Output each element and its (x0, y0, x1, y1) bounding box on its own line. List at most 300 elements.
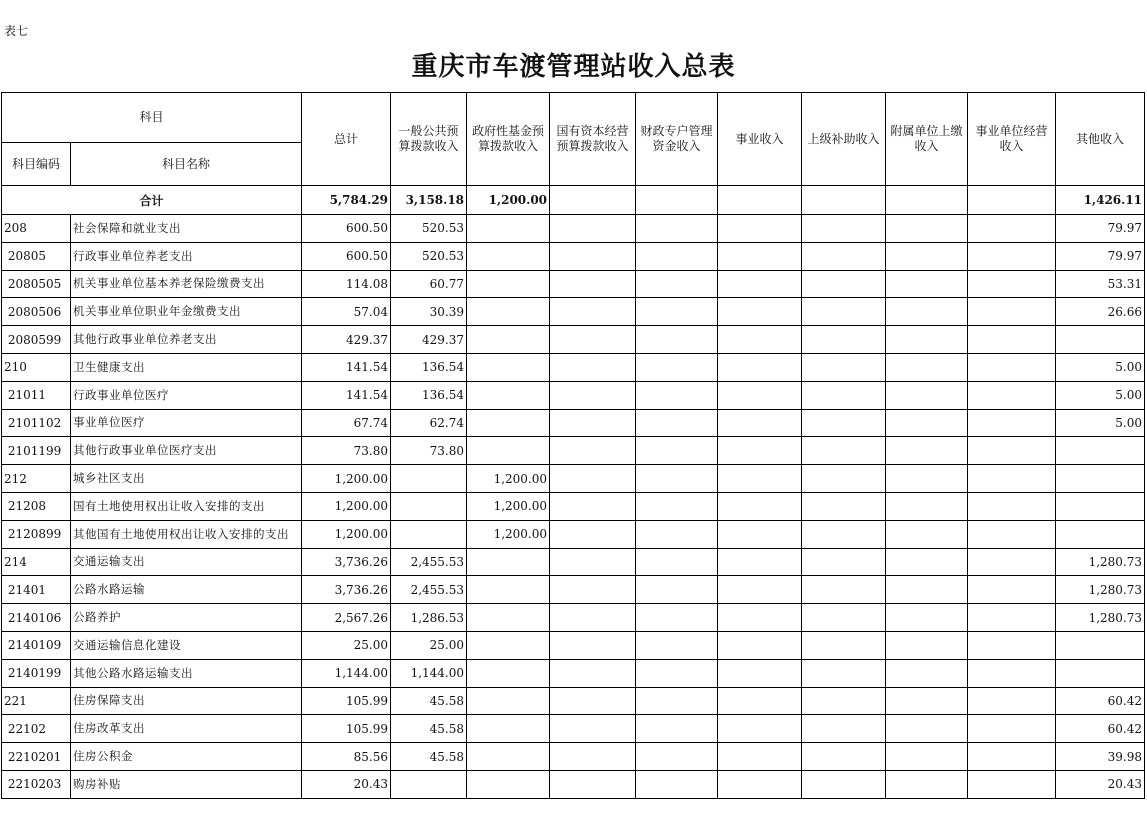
amount-cell: 1,200.00 (302, 465, 391, 493)
amount-cell: 60.77 (391, 270, 467, 298)
total-cell (550, 186, 636, 215)
subject-code-cell: 2101102 (2, 409, 71, 437)
amount-cell (802, 437, 886, 465)
amount-cell (550, 270, 636, 298)
amount-cell (968, 381, 1056, 409)
amount-cell: 79.97 (1056, 215, 1145, 243)
amount-cell (718, 631, 802, 659)
table-row (2, 520, 1145, 548)
amount-cell: 45.58 (391, 743, 467, 771)
amount-cell (550, 215, 636, 243)
amount-cell (550, 687, 636, 715)
subject-code-cell: 20805 (2, 242, 71, 270)
amount-cell: 79.97 (1056, 242, 1145, 270)
amount-cell (467, 659, 550, 687)
total-cell (636, 186, 718, 215)
subject-code-cell: 214 (2, 548, 71, 576)
table-row (2, 381, 1145, 409)
amount-cell: 1,200.00 (467, 465, 550, 493)
table-row (2, 687, 1145, 715)
amount-cell: 25.00 (302, 631, 391, 659)
total-cell (968, 186, 1056, 215)
amount-cell: 520.53 (391, 215, 467, 243)
amount-cell: 2,567.26 (302, 604, 391, 632)
total-cell: 3,158.18 (391, 186, 467, 215)
amount-cell (550, 353, 636, 381)
total-label: 合计 (2, 186, 302, 215)
amount-cell (636, 631, 718, 659)
amount-cell (550, 465, 636, 493)
table-row (2, 353, 1145, 381)
amount-cell: 20.43 (1056, 770, 1145, 798)
amount-cell (718, 270, 802, 298)
subject-name-cell: 卫生健康支出 (71, 353, 302, 381)
amount-cell: 45.58 (391, 687, 467, 715)
amount-cell (968, 215, 1056, 243)
amount-cell (636, 353, 718, 381)
amount-cell: 141.54 (302, 353, 391, 381)
amount-cell (718, 687, 802, 715)
amount-cell: 5.00 (1056, 409, 1145, 437)
amount-cell (886, 520, 968, 548)
amount-cell (718, 409, 802, 437)
amount-cell (391, 492, 467, 520)
amount-cell (718, 492, 802, 520)
amount-cell: 5.00 (1056, 353, 1145, 381)
header-col-state-capital: 国有资本经营预算拨款收入 (550, 93, 636, 186)
total-cell: 5,784.29 (302, 186, 391, 215)
amount-cell (886, 492, 968, 520)
amount-cell (1056, 659, 1145, 687)
table-row (2, 743, 1145, 771)
subject-name-cell: 交通运输信息化建设 (71, 631, 302, 659)
amount-cell (886, 687, 968, 715)
header-subject: 科目 (2, 93, 302, 143)
amount-cell: 114.08 (302, 270, 391, 298)
amount-cell (886, 353, 968, 381)
amount-cell (802, 548, 886, 576)
subject-name-cell: 住房改革支出 (71, 715, 302, 743)
amount-cell (391, 465, 467, 493)
amount-cell (636, 715, 718, 743)
header-col-superior-subsidy: 上级补助收入 (802, 93, 886, 186)
amount-cell (636, 743, 718, 771)
amount-cell (1056, 465, 1145, 493)
amount-cell: 600.50 (302, 215, 391, 243)
amount-cell (636, 520, 718, 548)
amount-cell (467, 437, 550, 465)
amount-cell: 2,455.53 (391, 576, 467, 604)
amount-cell (968, 576, 1056, 604)
amount-cell (886, 465, 968, 493)
amount-cell: 1,200.00 (302, 492, 391, 520)
amount-cell (391, 770, 467, 798)
table-row (2, 270, 1145, 298)
amount-cell (886, 770, 968, 798)
amount-cell: 136.54 (391, 381, 467, 409)
amount-cell (886, 659, 968, 687)
amount-cell (550, 381, 636, 409)
amount-cell: 105.99 (302, 687, 391, 715)
amount-cell (886, 576, 968, 604)
amount-cell: 429.37 (302, 326, 391, 354)
amount-cell (718, 715, 802, 743)
amount-cell (802, 520, 886, 548)
total-row (2, 186, 1145, 215)
amount-cell (467, 326, 550, 354)
amount-cell (718, 215, 802, 243)
amount-cell: 73.80 (391, 437, 467, 465)
header-col-government-fund: 政府性基金预算拨款收入 (467, 93, 550, 186)
amount-cell (636, 298, 718, 326)
total-cell (802, 186, 886, 215)
amount-cell (636, 381, 718, 409)
amount-cell (718, 520, 802, 548)
amount-cell (467, 715, 550, 743)
amount-cell (636, 576, 718, 604)
table-row (2, 576, 1145, 604)
amount-cell (718, 353, 802, 381)
amount-cell: 1,280.73 (1056, 548, 1145, 576)
amount-cell (550, 659, 636, 687)
amount-cell (467, 242, 550, 270)
subject-code-cell: 2140199 (2, 659, 71, 687)
table-row (2, 715, 1145, 743)
amount-cell (968, 659, 1056, 687)
amount-cell: 73.80 (302, 437, 391, 465)
amount-cell: 25.00 (391, 631, 467, 659)
amount-cell (802, 242, 886, 270)
amount-cell (550, 326, 636, 354)
amount-cell (802, 715, 886, 743)
amount-cell (467, 576, 550, 604)
amount-cell (467, 548, 550, 576)
subject-code-cell: 2120899 (2, 520, 71, 548)
amount-cell (1056, 326, 1145, 354)
amount-cell (718, 548, 802, 576)
amount-cell (550, 298, 636, 326)
amount-cell: 30.39 (391, 298, 467, 326)
amount-cell: 45.58 (391, 715, 467, 743)
amount-cell (1056, 520, 1145, 548)
header-col-total: 总计 (302, 93, 391, 186)
subject-code-cell: 21401 (2, 576, 71, 604)
amount-cell (550, 548, 636, 576)
subject-name-cell: 其他国有土地使用权出让收入安排的支出 (71, 520, 302, 548)
amount-cell (636, 437, 718, 465)
amount-cell: 520.53 (391, 242, 467, 270)
amount-cell (802, 298, 886, 326)
amount-cell (467, 298, 550, 326)
amount-cell (718, 770, 802, 798)
amount-cell (802, 409, 886, 437)
amount-cell: 2,455.53 (391, 548, 467, 576)
amount-cell (886, 715, 968, 743)
amount-cell: 1,280.73 (1056, 576, 1145, 604)
header-subject-code: 科目编码 (2, 143, 71, 186)
amount-cell (968, 631, 1056, 659)
amount-cell (550, 409, 636, 437)
amount-cell (467, 743, 550, 771)
amount-cell (802, 604, 886, 632)
amount-cell (550, 770, 636, 798)
amount-cell (467, 409, 550, 437)
amount-cell (636, 687, 718, 715)
amount-cell (968, 520, 1056, 548)
amount-cell (802, 687, 886, 715)
amount-cell (968, 604, 1056, 632)
amount-cell (968, 353, 1056, 381)
amount-cell (802, 270, 886, 298)
amount-cell (802, 743, 886, 771)
amount-cell (467, 604, 550, 632)
amount-cell (886, 381, 968, 409)
subject-code-cell: 212 (2, 465, 71, 493)
amount-cell (718, 381, 802, 409)
amount-cell: 1,144.00 (391, 659, 467, 687)
amount-cell (802, 215, 886, 243)
amount-cell (886, 270, 968, 298)
amount-cell (636, 492, 718, 520)
amount-cell: 136.54 (391, 353, 467, 381)
subject-name-cell: 公路水路运输 (71, 576, 302, 604)
subject-code-cell: 221 (2, 687, 71, 715)
amount-cell (391, 520, 467, 548)
amount-cell (968, 770, 1056, 798)
subject-code-cell: 2101199 (2, 437, 71, 465)
amount-cell (550, 242, 636, 270)
amount-cell: 105.99 (302, 715, 391, 743)
subject-name-cell: 其他行政事业单位养老支出 (71, 326, 302, 354)
amount-cell: 39.98 (1056, 743, 1145, 771)
amount-cell (467, 353, 550, 381)
amount-cell (968, 687, 1056, 715)
header-col-business-income: 事业收入 (718, 93, 802, 186)
subject-code-cell: 2080599 (2, 326, 71, 354)
subject-name-cell: 其他公路水路运输支出 (71, 659, 302, 687)
amount-cell (886, 548, 968, 576)
amount-cell (886, 326, 968, 354)
amount-cell (718, 659, 802, 687)
table-row (2, 659, 1145, 687)
total-cell: 1,200.00 (467, 186, 550, 215)
subject-code-cell: 2210203 (2, 770, 71, 798)
header-col-affiliated-units: 附属单位上缴收入 (886, 93, 968, 186)
amount-cell (886, 743, 968, 771)
table-row (2, 409, 1145, 437)
amount-cell (636, 270, 718, 298)
amount-cell (467, 381, 550, 409)
amount-cell: 85.56 (302, 743, 391, 771)
amount-cell (550, 631, 636, 659)
amount-cell (886, 242, 968, 270)
amount-cell (802, 770, 886, 798)
subject-code-cell: 2140106 (2, 604, 71, 632)
table-row (2, 492, 1145, 520)
amount-cell: 26.66 (1056, 298, 1145, 326)
amount-cell (802, 465, 886, 493)
subject-code-cell: 21011 (2, 381, 71, 409)
table-row (2, 631, 1145, 659)
amount-cell (718, 242, 802, 270)
header-col-special-account: 财政专户管理资金收入 (636, 93, 718, 186)
total-cell: 1,426.11 (1056, 186, 1145, 215)
amount-cell: 60.42 (1056, 715, 1145, 743)
amount-cell (968, 492, 1056, 520)
amount-cell (968, 326, 1056, 354)
subject-name-cell: 机关事业单位基本养老保险缴费支出 (71, 270, 302, 298)
amount-cell (968, 743, 1056, 771)
amount-cell (636, 326, 718, 354)
amount-cell: 53.31 (1056, 270, 1145, 298)
amount-cell (968, 270, 1056, 298)
amount-cell (636, 770, 718, 798)
amount-cell (467, 687, 550, 715)
amount-cell (886, 604, 968, 632)
subject-name-cell: 住房公积金 (71, 743, 302, 771)
amount-cell (886, 631, 968, 659)
amount-cell (550, 604, 636, 632)
table-row (2, 465, 1145, 493)
subject-name-cell: 行政事业单位医疗 (71, 381, 302, 409)
subject-name-cell: 行政事业单位养老支出 (71, 242, 302, 270)
amount-cell (886, 215, 968, 243)
amount-cell (802, 326, 886, 354)
amount-cell: 5.00 (1056, 381, 1145, 409)
subject-name-cell: 国有土地使用权出让收入安排的支出 (71, 492, 302, 520)
income-summary-table (1, 92, 1145, 799)
amount-cell: 1,200.00 (302, 520, 391, 548)
amount-cell (636, 659, 718, 687)
subject-code-cell: 2210201 (2, 743, 71, 771)
amount-cell (718, 743, 802, 771)
amount-cell (718, 437, 802, 465)
subject-code-cell: 208 (2, 215, 71, 243)
amount-cell: 600.50 (302, 242, 391, 270)
amount-cell (886, 298, 968, 326)
amount-cell (802, 381, 886, 409)
amount-cell: 1,144.00 (302, 659, 391, 687)
amount-cell (467, 215, 550, 243)
amount-cell (636, 465, 718, 493)
amount-cell (1056, 631, 1145, 659)
amount-cell (636, 409, 718, 437)
amount-cell: 1,200.00 (467, 492, 550, 520)
amount-cell (636, 548, 718, 576)
subject-code-cell: 210 (2, 353, 71, 381)
subject-code-cell: 2080506 (2, 298, 71, 326)
amount-cell: 1,280.73 (1056, 604, 1145, 632)
header-col-operating-income: 事业单位经营收入 (968, 93, 1056, 186)
amount-cell (968, 437, 1056, 465)
amount-cell (1056, 492, 1145, 520)
amount-cell (718, 326, 802, 354)
subject-name-cell: 购房补贴 (71, 770, 302, 798)
amount-cell (968, 465, 1056, 493)
amount-cell: 141.54 (302, 381, 391, 409)
amount-cell (968, 242, 1056, 270)
amount-cell (802, 631, 886, 659)
amount-cell (550, 576, 636, 604)
amount-cell (968, 298, 1056, 326)
amount-cell (718, 604, 802, 632)
amount-cell (968, 715, 1056, 743)
amount-cell: 1,200.00 (467, 520, 550, 548)
header-col-other-income: 其他收入 (1056, 93, 1145, 186)
subject-code-cell: 2080505 (2, 270, 71, 298)
amount-cell (968, 548, 1056, 576)
table-number-label: 表七 (4, 24, 29, 38)
amount-cell (718, 298, 802, 326)
amount-cell: 57.04 (302, 298, 391, 326)
subject-code-cell: 2140109 (2, 631, 71, 659)
table-row (2, 770, 1145, 798)
amount-cell (802, 492, 886, 520)
amount-cell (467, 770, 550, 798)
table-row (2, 298, 1145, 326)
table-row (2, 326, 1145, 354)
amount-cell (550, 492, 636, 520)
amount-cell (886, 437, 968, 465)
amount-cell (550, 520, 636, 548)
amount-cell (636, 215, 718, 243)
table-row (2, 242, 1145, 270)
subject-name-cell: 公路养护 (71, 604, 302, 632)
table-row (2, 215, 1145, 243)
amount-cell: 3,736.26 (302, 548, 391, 576)
amount-cell (802, 353, 886, 381)
amount-cell: 62.74 (391, 409, 467, 437)
table-row (2, 437, 1145, 465)
subject-name-cell: 其他行政事业单位医疗支出 (71, 437, 302, 465)
amount-cell (886, 409, 968, 437)
amount-cell (550, 715, 636, 743)
table-row (2, 548, 1145, 576)
amount-cell: 60.42 (1056, 687, 1145, 715)
total-cell (886, 186, 968, 215)
subject-name-cell: 城乡社区支出 (71, 465, 302, 493)
amount-cell (550, 743, 636, 771)
amount-cell: 20.43 (302, 770, 391, 798)
page-title: 重庆市车渡管理站收入总表 (411, 52, 736, 82)
total-cell (718, 186, 802, 215)
subject-name-cell: 事业单位医疗 (71, 409, 302, 437)
amount-cell: 1,286.53 (391, 604, 467, 632)
amount-cell (802, 659, 886, 687)
subject-code-cell: 22102 (2, 715, 71, 743)
amount-cell (718, 465, 802, 493)
amount-cell (467, 270, 550, 298)
subject-code-cell: 21208 (2, 492, 71, 520)
amount-cell (1056, 437, 1145, 465)
subject-name-cell: 社会保障和就业支出 (71, 215, 302, 243)
amount-cell: 67.74 (302, 409, 391, 437)
amount-cell (636, 242, 718, 270)
amount-cell (718, 576, 802, 604)
subject-name-cell: 住房保障支出 (71, 687, 302, 715)
header-subject-name: 科目名称 (71, 143, 302, 186)
amount-cell (636, 604, 718, 632)
amount-cell (467, 631, 550, 659)
amount-cell (968, 409, 1056, 437)
table-row (2, 604, 1145, 632)
amount-cell (550, 437, 636, 465)
amount-cell: 429.37 (391, 326, 467, 354)
subject-name-cell: 交通运输支出 (71, 548, 302, 576)
header-col-general-budget: 一般公共预算拨款收入 (391, 93, 467, 186)
subject-name-cell: 机关事业单位职业年金缴费支出 (71, 298, 302, 326)
amount-cell: 3,736.26 (302, 576, 391, 604)
